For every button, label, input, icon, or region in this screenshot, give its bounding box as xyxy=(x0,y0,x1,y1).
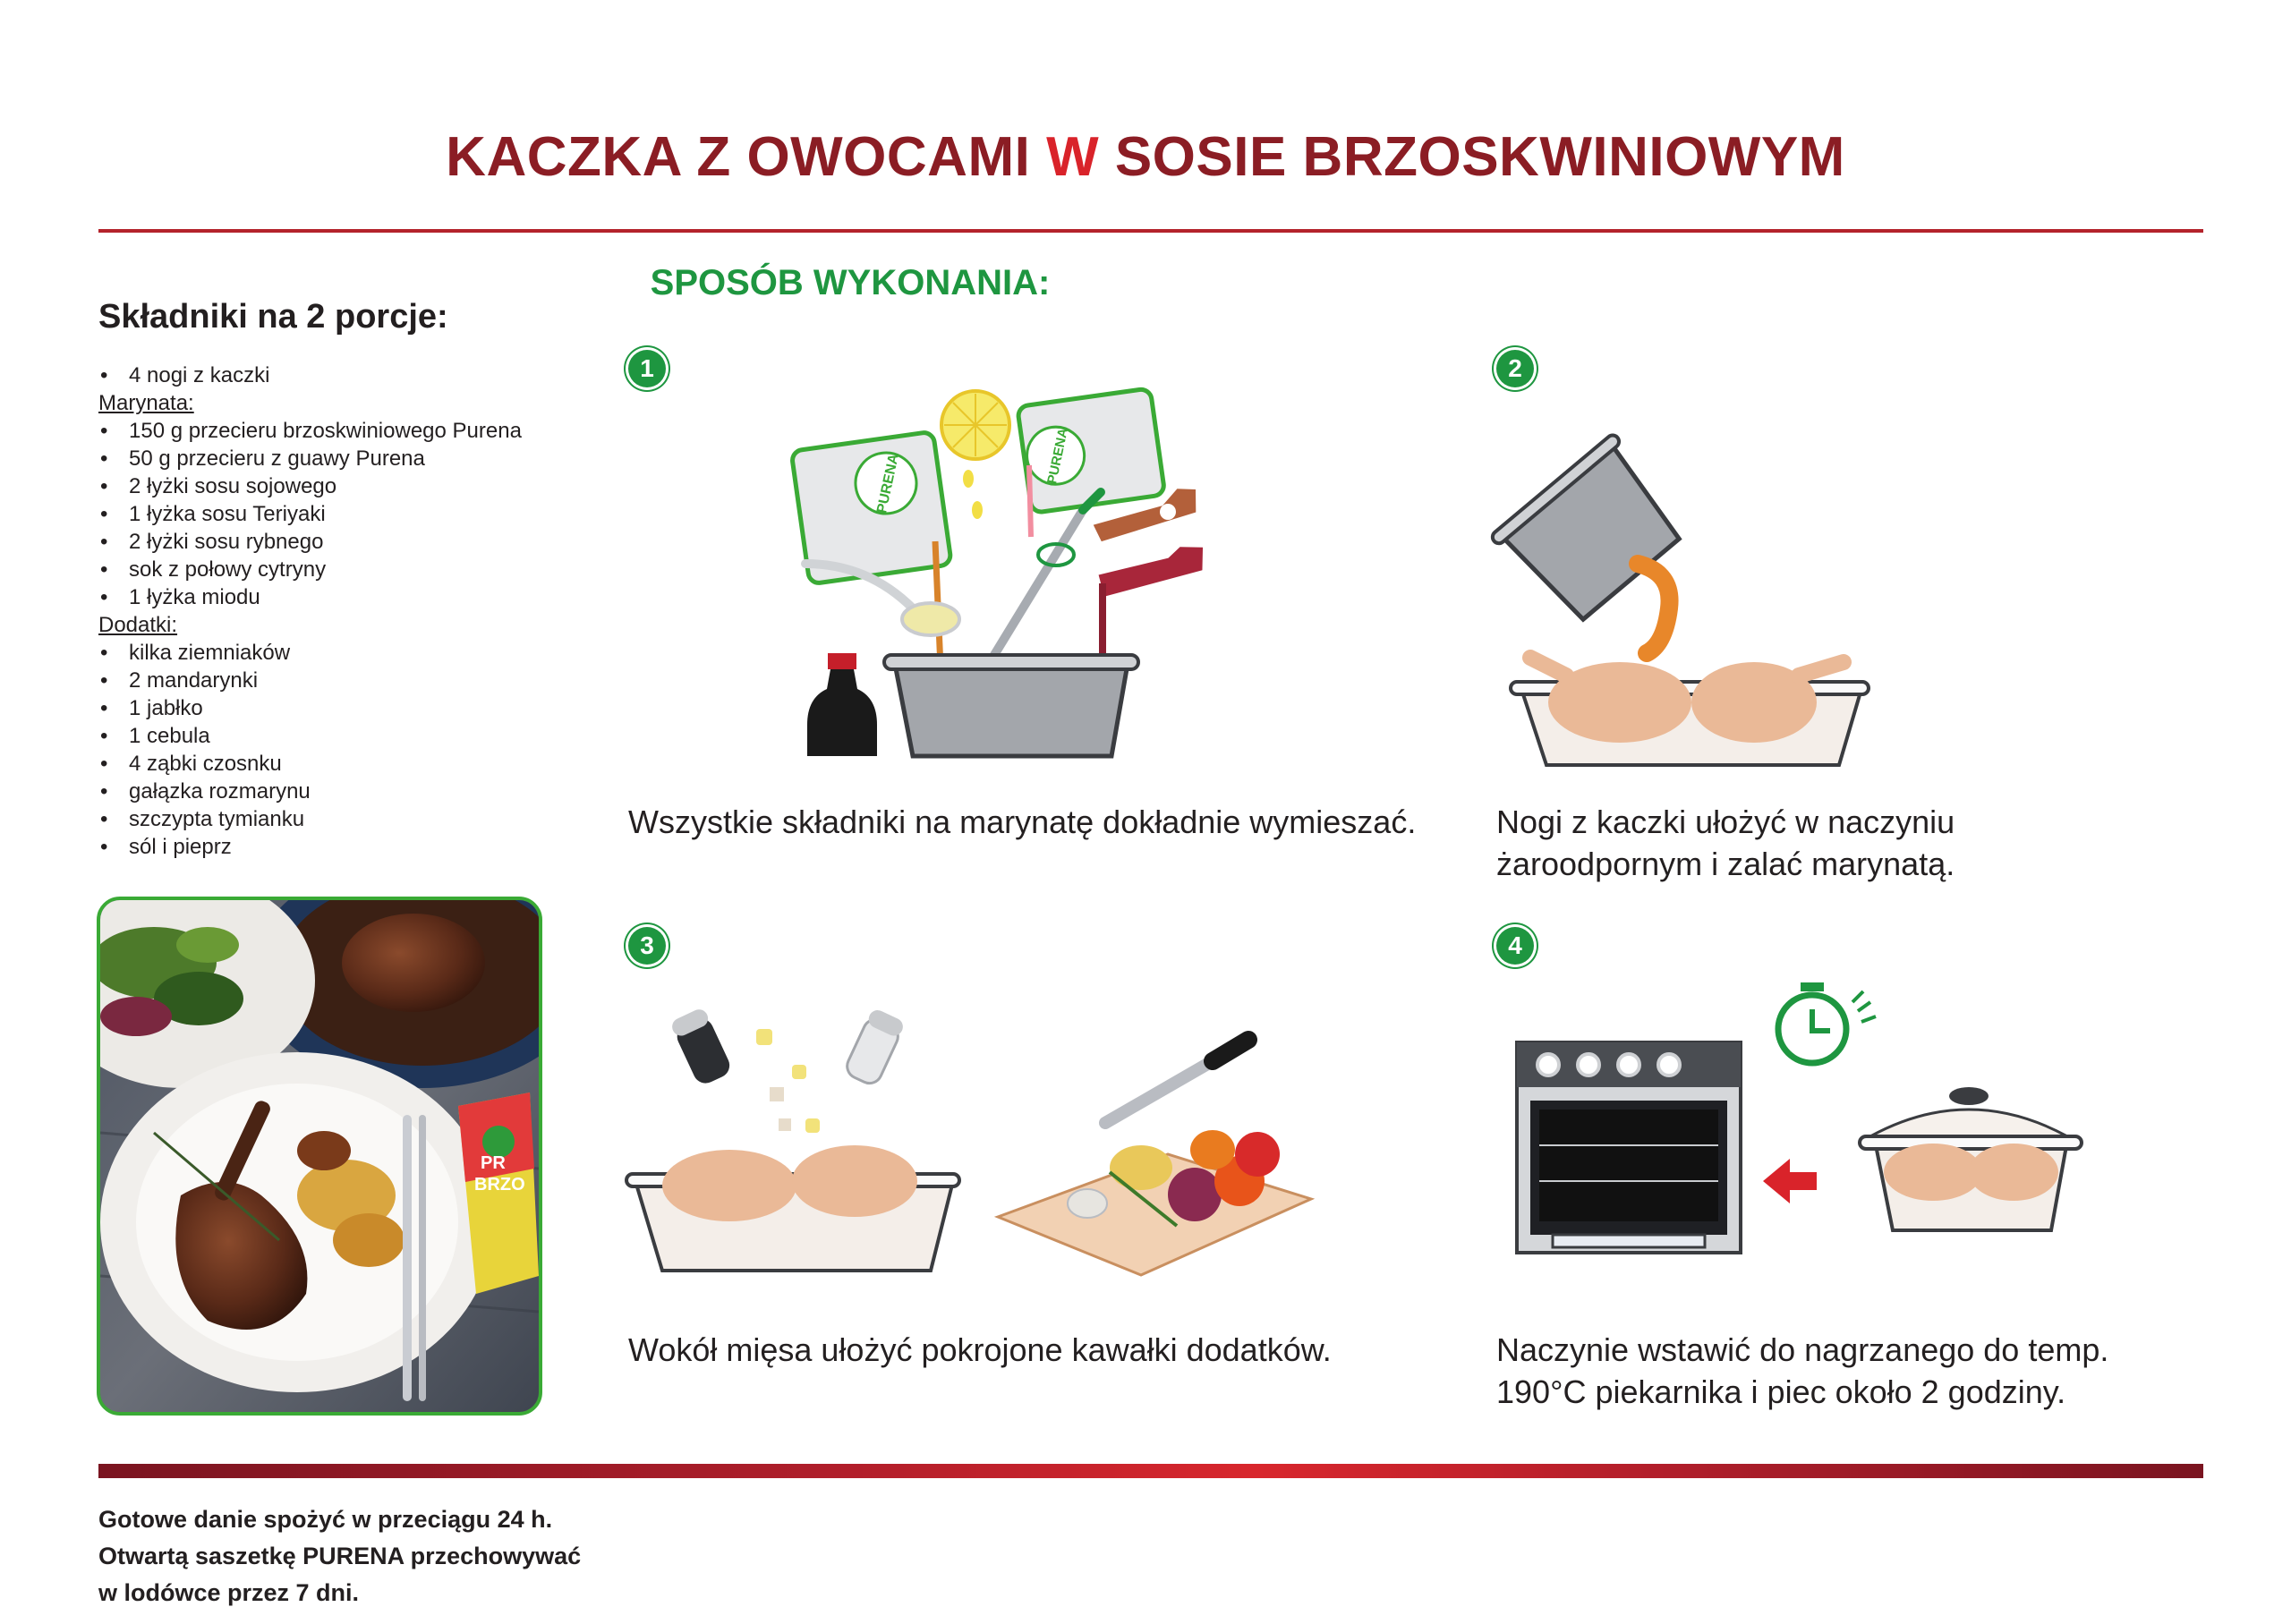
step-1-text xyxy=(628,801,1416,843)
step-3-text xyxy=(628,1329,1332,1371)
step-3-illustration xyxy=(622,1002,1320,1288)
step-2-line-1: Nogi z kaczki ułożyć w naczyniu xyxy=(1496,803,1955,840)
ingredient-item: • 2 łyżki sosu sojowego xyxy=(98,472,600,500)
ingredient-item: • 50 g przecieru z guawy Purena xyxy=(98,445,600,472)
step-2-text xyxy=(1496,801,1955,885)
storage-note-line-3: w lodówce przez 7 dni. xyxy=(98,1579,360,1606)
title-part-1: KACZKA Z OWOCAMI xyxy=(446,126,1047,188)
pouch-label-2: BRZO xyxy=(474,1175,525,1195)
method-heading: SPOSÓB WYKONANIA: xyxy=(650,263,1051,302)
step-2-illustration xyxy=(1486,429,1870,769)
ingredients-heading: Składniki na 2 porcje: xyxy=(98,298,448,336)
bottom-divider xyxy=(98,1464,2203,1478)
ingredient-item: • 1 jabłko xyxy=(98,694,600,722)
step-1-number: 1 xyxy=(628,350,666,387)
storage-note-line-1: Gotowe danie spożyć w przeciągu 24 h. xyxy=(98,1506,553,1533)
pouch-brand-2: PURENA xyxy=(1044,426,1071,486)
ingredient-item: • szczypta tymianku xyxy=(98,805,600,833)
page-title xyxy=(0,125,2291,189)
ingredient-item: • 2 mandarynki xyxy=(98,667,600,694)
storage-note-line-2: Otwartą saszetkę PURENA przechowywać xyxy=(98,1543,582,1569)
step-4-line-1: Naczynie wstawić do nagrzanego do temp. xyxy=(1496,1331,2109,1368)
ingredient-item: • kilka ziemniaków xyxy=(98,639,600,667)
step-3-line-1: Wokół mięsa ułożyć pokrojone kawałki dodatków. xyxy=(628,1331,1332,1368)
step-2-line-2: żaroodpornym i zalać marynatą. xyxy=(1496,846,1955,882)
ingredient-item: • 4 nogi z kaczki xyxy=(98,361,600,389)
step-4-line-2: 190°C piekarnika i piec około 2 godziny. xyxy=(1496,1373,2066,1410)
ingredient-item: • 1 łyżka sosu Teriyaki xyxy=(98,500,600,528)
ingredients-list xyxy=(98,361,600,861)
ingredient-item: • gałązka rozmarynu xyxy=(98,778,600,805)
storage-note xyxy=(98,1501,600,1611)
ingredient-item: • 2 łyżki sosu rybnego xyxy=(98,528,600,556)
step-2-number: 2 xyxy=(1496,350,1534,387)
ingredient-item: • 150 g przecieru brzoskwiniowego Purena xyxy=(98,417,600,445)
title-part-3: SOSIE BRZOSKWINIOWYM xyxy=(1099,126,1845,188)
ingredient-group-heading: Dodatki: xyxy=(98,613,178,637)
pouch-brand-1: PURENA xyxy=(874,452,902,515)
ingredient-item: • 1 łyżka miodu xyxy=(98,583,600,611)
title-part-2: W xyxy=(1046,126,1100,188)
dish-photo xyxy=(97,897,542,1416)
top-divider xyxy=(98,229,2203,233)
step-4-illustration xyxy=(1503,975,2148,1280)
ingredient-item: • sok z połowy cytryny xyxy=(98,556,600,583)
step-1-illustration xyxy=(788,385,1208,778)
step-3-number: 3 xyxy=(628,927,666,965)
step-4-number: 4 xyxy=(1496,927,1534,965)
pouch-label-1: PR xyxy=(481,1153,506,1173)
step-1-line-1: Wszystkie składniki na marynatę dokładnie wymieszać. xyxy=(628,803,1417,840)
ingredient-item: • 4 ząbki czosnku xyxy=(98,750,600,778)
ingredient-item: • sól i pieprz xyxy=(98,833,600,861)
step-4-text xyxy=(1496,1329,2108,1413)
ingredient-item: • 1 cebula xyxy=(98,722,600,750)
ingredient-group-heading: Marynata: xyxy=(98,391,194,415)
